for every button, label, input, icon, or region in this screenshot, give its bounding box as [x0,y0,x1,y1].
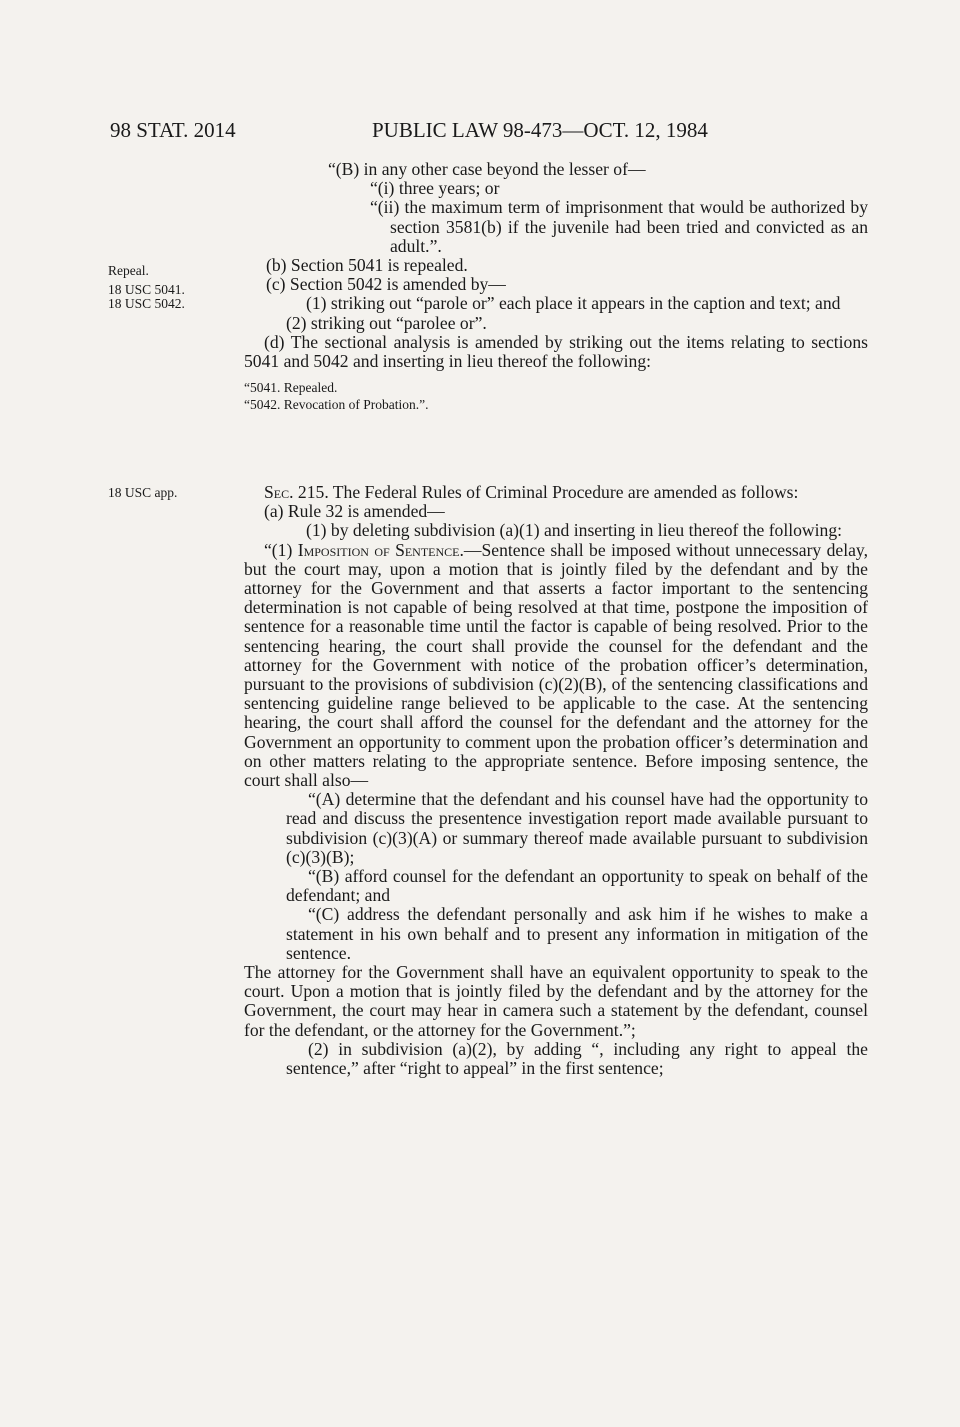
item-5041: “5041. Repealed. [244,380,338,396]
imposition-of-sentence [244,541,868,791]
imposition-label: “(1) Imposition of Sentence. [264,539,464,560]
clause-c2: (2) striking out “parolee or”. [286,312,487,333]
rule-32-amended: (a) Rule 32 is amended— [264,501,445,522]
attorney-paragraph: The attorney for the Government shall have an equivalent opportunity to speak to the court. Upon a motion that is jointly filed by the defendant and by the attorney for the Government, the court may hear in camera such a statement by the defendant, counsel for the defendant, or the attorney for the Government.”; [244,962,868,1040]
section-215-text: 215. The Federal Rules of Criminal Procedure are amended as follows: [293,482,799,502]
subparagraph-b: “(B) afford counsel for the defendant an opportunity to speak on behalf of the defendant; and [286,866,868,906]
margin-note-repeal: Repeal. [108,263,149,278]
paragraph-ii-max-term: “(ii) the maximum term of imprisonment that would be authorized by section 3581(b) if the juvenile had been tried and convicted as an adult.”. [370,197,868,256]
imposition-text: —Sentence shall be imposed without unnecessary delay, but the court may, upon a motion that is jointly filed by the defendant and by the attorney for the Government and that asserts a factor important to the sentencing determination is not capable of being resolved at that time, postpone the imposition of sentence for a reasonable time until the factor is capable of being resolved. Prior to the sentencing hearing, the court shall provide the counsel for the defendant and the attorney for the Government with notice of the probation officer’s determination, pursuant to the provisions of subdivision (c)(2)(B), of the sentencing classifications and sentencing guideline range believed to be applicable to the case. At the sentencing hearing, the court shall afford the counsel for the defendant and the attorney for the Government an opportunity to comment upon the probation officer’s determination and on other matters relating to the appropriate sentence. Before imposing sentence, the court shall also— [244,539,868,791]
subparagraph-a: “(A) determine that the defendant and his counsel have had the opportunity to read and discuss the presentence investigation report made available pursuant to subdivision (c)(3)(A) or summary thereof made available pursuant to subdivision (c)(3)(B); [286,789,868,867]
page-header [110,118,870,148]
section-b-repealed: (b) Section 5041 is repealed. [266,255,468,276]
margin-note-usc-app: 18 USC app. [108,485,178,500]
item-5042: “5042. Revocation of Probation.”. [244,397,429,413]
statute-page-number: 98 STAT. 2014 [110,118,236,142]
section-d-sectional-analysis: (d) The sectional analysis is amended by striking out the items relating to sections 5041 and 5042 and inserting in lieu thereof the following: [244,331,868,372]
law-text-section-215 [244,483,868,1078]
clause-r1-text: (1) by deleting subdivision (a)(1) and inserting in lieu thereof the following: [306,520,842,541]
clause-r2: (2) in subdivision (a)(2), by adding “, including any right to appeal the sentence,” after “right to appeal” in the first sentence; [286,1038,868,1079]
subparagraph-c: “(C) address the defendant personally and ask him if he wishes to make a statement in his own behalf and to present any information in mitigation of the sentence. [286,904,868,963]
margin-note-usc-5042: 18 USC 5042. [108,296,185,311]
law-text-top [244,160,868,413]
section-215-heading [244,483,868,502]
section-215-label: Sec. [264,482,294,502]
clause-r1 [244,521,868,540]
paragraph-b-other-case: “(B) in any other case beyond the lesser of— [328,159,646,179]
clause-c1-text: (1) striking out “parole or” each place it appears in the caption and text; and [306,293,841,314]
public-law-title: PUBLIC LAW 98-473—OCT. 12, 1984 [372,118,708,142]
paragraph-i-three-years: “(i) three years; or [370,178,500,199]
section-c-amended: (c) Section 5042 is amended by— [266,274,506,295]
clause-c1 [244,294,868,313]
margin-note-usc-5041: 18 USC 5041. [108,282,185,297]
